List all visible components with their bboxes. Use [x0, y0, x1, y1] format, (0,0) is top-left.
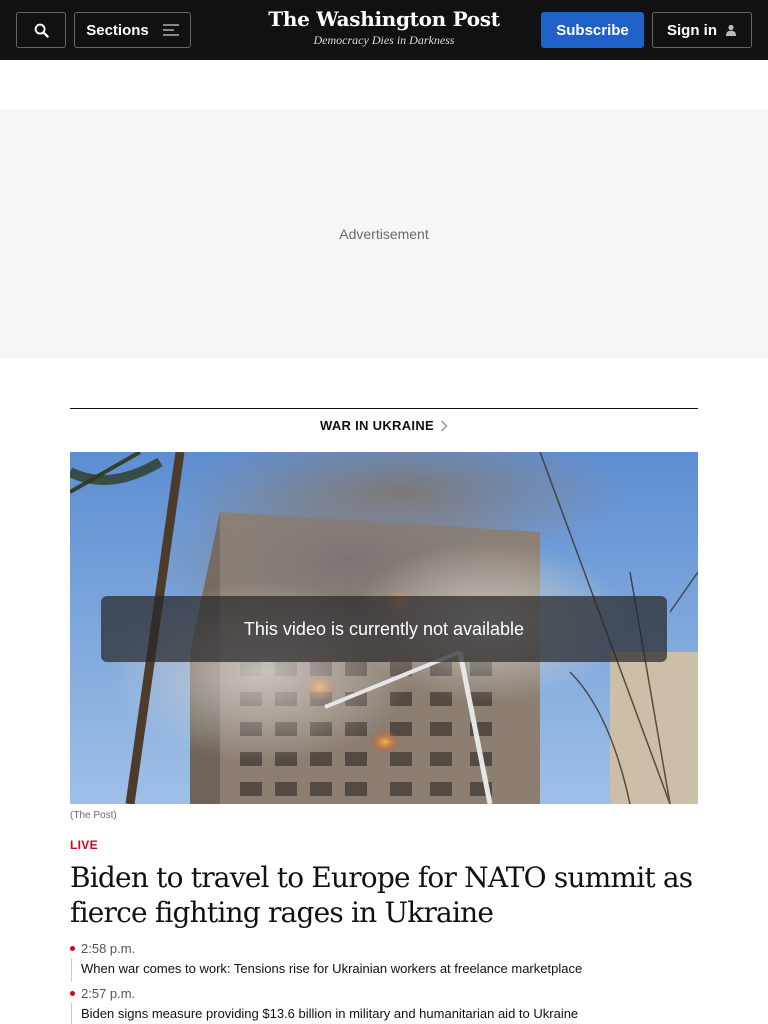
- chevron-right-icon: [440, 420, 448, 432]
- section-divider: [70, 408, 698, 409]
- live-updates-list: [70, 940, 698, 1024]
- live-update-item[interactable]: [70, 985, 698, 1024]
- timeline-line: [71, 1003, 72, 1024]
- photo-credit: (The Post): [70, 810, 117, 821]
- menu-lines-icon: [163, 24, 179, 36]
- update-text[interactable]: Biden signs measure providing $13.6 billion in military and humanitarian aid to Ukraine: [81, 1006, 579, 1021]
- story-headline[interactable]: Biden to travel to Europe for NATO summit as fierce fighting rages in Ukraine: [70, 861, 693, 929]
- search-icon: [34, 23, 49, 38]
- sections-menu-button[interactable]: [74, 12, 191, 48]
- sign-in-button[interactable]: [652, 12, 752, 48]
- live-dot-icon: [70, 946, 75, 951]
- logo-tagline: Democracy Dies in Darkness: [313, 33, 455, 47]
- live-dot-icon: [70, 991, 75, 996]
- sections-label: Sections: [86, 21, 149, 39]
- update-text[interactable]: When war comes to work: Tensions rise for Ukrainian workers at freelance marketplace: [81, 961, 583, 976]
- subscribe-label: Subscribe: [556, 21, 629, 39]
- timeline-line: [71, 958, 72, 982]
- advertisement-slot: [0, 109, 768, 358]
- advertisement-label: Advertisement: [339, 225, 429, 242]
- live-badge: LIVE: [70, 838, 98, 852]
- update-time: 2:58 p.m.: [81, 941, 136, 956]
- update-time: 2:57 p.m.: [81, 986, 136, 1001]
- logo-title: The Washington Post: [268, 7, 500, 31]
- user-icon: [725, 24, 737, 36]
- section-link-war-in-ukraine[interactable]: [70, 418, 698, 433]
- video-unavailable-text: This video is currently not available: [243, 618, 525, 639]
- video-player[interactable]: [70, 452, 698, 804]
- subscribe-button[interactable]: [541, 12, 644, 48]
- search-button[interactable]: [16, 12, 66, 48]
- live-update-item[interactable]: [70, 940, 698, 985]
- video-unavailable-message: [101, 596, 667, 662]
- section-label: WAR IN UKRAINE: [320, 418, 434, 433]
- sign-in-label: Sign in: [667, 21, 717, 39]
- top-navigation-bar: [0, 0, 768, 60]
- site-logo[interactable]: [264, 6, 504, 48]
